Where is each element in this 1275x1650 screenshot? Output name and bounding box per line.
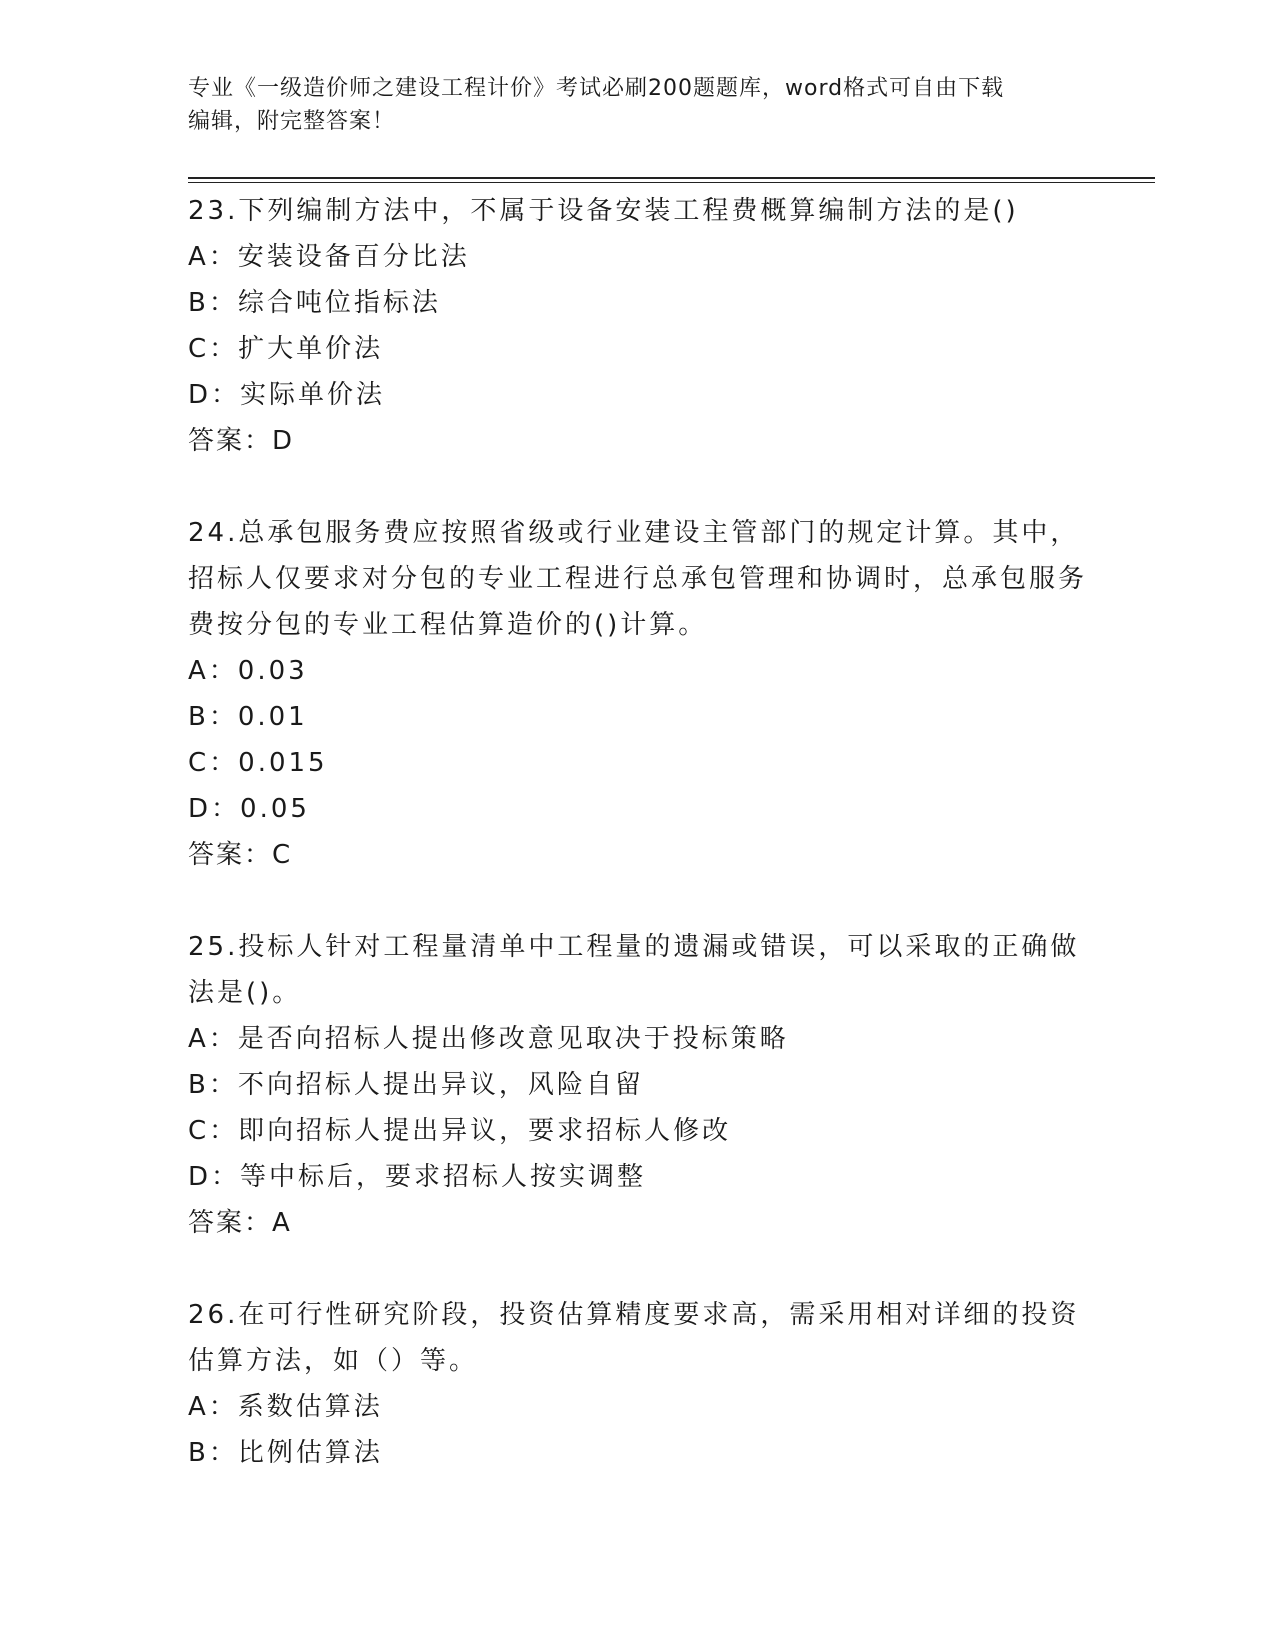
header-line-2: 编辑，附完整答案！ <box>188 109 396 134</box>
option-d: D：0.05 <box>188 794 310 824</box>
option-b: B：不向招标人提出异议，风险自留 <box>188 1070 644 1100</box>
question-24 <box>188 510 1088 878</box>
answer: 答案：C <box>188 840 293 870</box>
spacer <box>188 878 1088 924</box>
question-stem: 23.下列编制方法中，不属于设备安装工程费概算编制方法的是() <box>188 196 1019 226</box>
document-header <box>188 72 1088 138</box>
question-list <box>188 188 1088 1476</box>
spacer <box>188 464 1088 510</box>
option-c: C：扩大单价法 <box>188 334 384 364</box>
option-d: D：实际单价法 <box>188 380 386 410</box>
header-divider-thick <box>188 177 1155 179</box>
question-stem: 24.总承包服务费应按照省级或行业建设主管部门的规定计算。其中，招标人仅要求对分包的专业工程进行总承包管理和协调时，总承包服务费按分包的专业工程估算造价的()计算。 <box>188 518 1088 640</box>
option-b: B：0.01 <box>188 702 308 732</box>
question-23 <box>188 188 1088 464</box>
option-c: C：0.015 <box>188 748 328 778</box>
question-stem: 26.在可行性研究阶段，投资估算精度要求高，需采用相对详细的投资估算方法，如（）等。 <box>188 1300 1080 1376</box>
option-a: A：安装设备百分比法 <box>188 242 470 272</box>
header-divider-thin <box>188 182 1155 183</box>
option-b: B：比例估算法 <box>188 1438 383 1468</box>
option-b: B：综合吨位指标法 <box>188 288 441 318</box>
question-25 <box>188 924 1088 1246</box>
question-26 <box>188 1292 1088 1476</box>
option-a: A：0.03 <box>188 656 308 686</box>
spacer <box>188 1246 1088 1292</box>
option-a: A：是否向招标人提出修改意见取决于投标策略 <box>188 1024 789 1054</box>
option-d: D：等中标后，要求招标人按实调整 <box>188 1162 647 1192</box>
question-stem: 25.投标人针对工程量清单中工程量的遗漏或错误，可以采取的正确做法是()。 <box>188 932 1080 1008</box>
answer: 答案：D <box>188 426 295 456</box>
option-a: A：系数估算法 <box>188 1392 383 1422</box>
answer: 答案：A <box>188 1208 292 1238</box>
option-c: C：即向招标人提出异议，要求招标人修改 <box>188 1116 732 1146</box>
header-line-1: 专业《一级造价师之建设工程计价》考试必刷200题题库，word格式可自由下载 <box>188 76 1005 101</box>
